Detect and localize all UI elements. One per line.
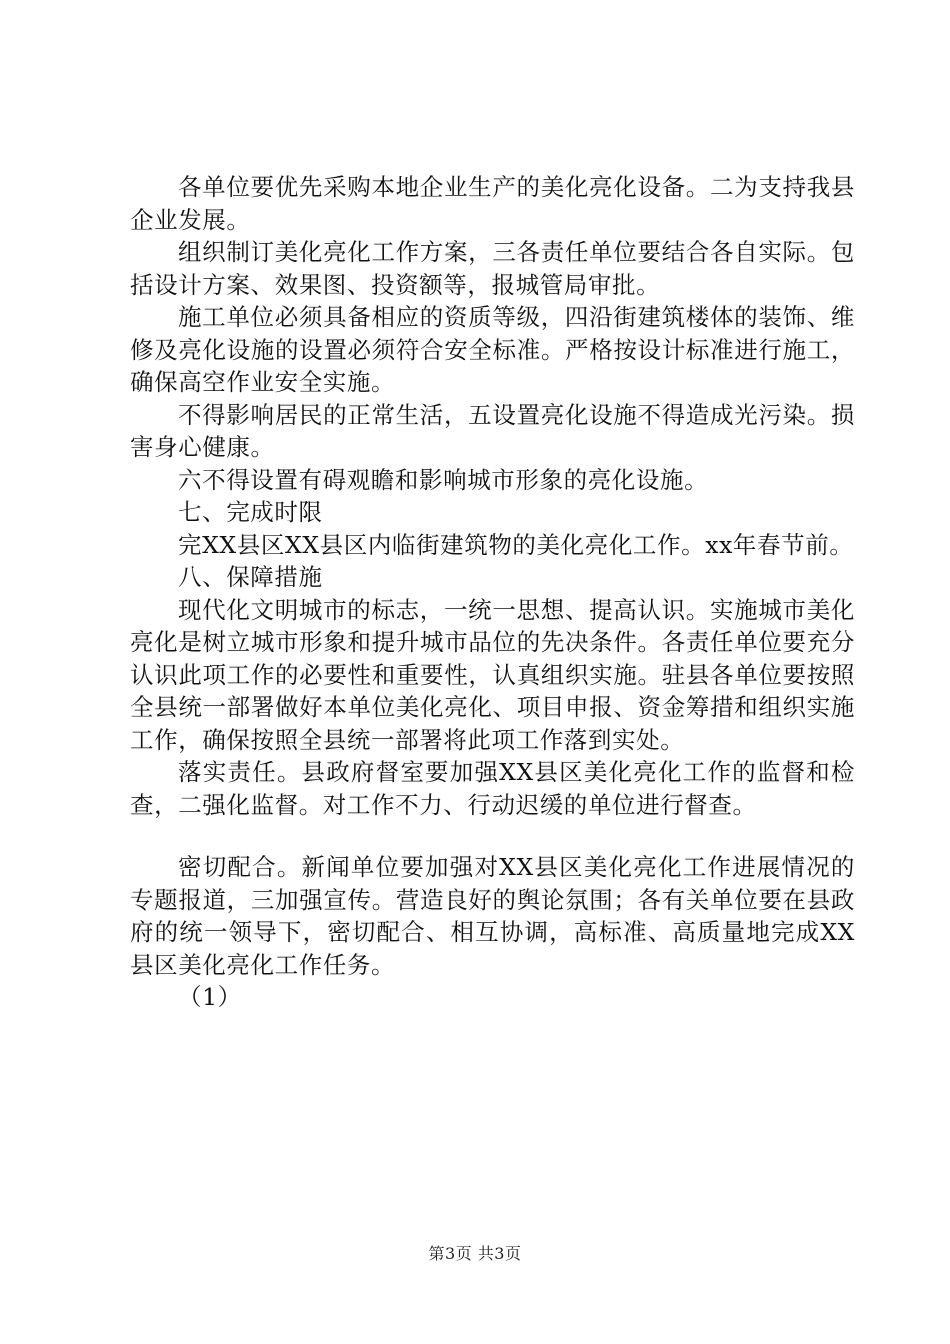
paragraph-number: （1）	[178, 983, 242, 1011]
paragraph: 密切配合。新闻单位要加强对XX县区美化亮化工作进展情况的专题报道，三加强宣传。营造良好的舆论氛围；各有关单位要在县政府的统一领导下，密切配合、相互协调，高标准、高质量地完成XX县区美化亮化工作任务。	[130, 853, 855, 979]
paragraph: 不得影响居民的正常生活，五设置亮化设施不得造成光污染。损害身心健康。	[130, 400, 855, 461]
paragraph: 现代化文明城市的标志，一统一思想、提高认识。实施城市美化亮化是树立城市形象和提升城市品位的先决条件。各责任单位要充分认识此项工作的必要性和重要性，认真组织实施。驻县各单位要按照全县统一部署做好本单位美化亮化、项目申报、资金筹措和组织实施工作，确保按照全县统一部署将此项工作落到实处。	[130, 595, 855, 754]
section-heading: 八、保障措施	[178, 563, 323, 591]
page-footer: 第3页 共3页	[428, 1244, 522, 1263]
paragraph: 六不得设置有碍观瞻和影响城市形象的亮化设施。	[178, 465, 709, 494]
paragraph: 完XX县区XX县区内临街建筑物的美化亮化工作。xx年春节前。	[178, 530, 854, 559]
paragraph: 落实责任。县政府督室要加强XX县区美化亮化工作的监督和检查，二强化监督。对工作不力、行动迟缓的单位进行督查。	[130, 758, 855, 819]
document-body	[130, 171, 855, 1014]
section-heading: 七、完成时限	[178, 498, 323, 526]
paragraph: 施工单位必须具备相应的资质等级，四沿街建筑楼体的装饰、维修及亮化设施的设置必须符合安全标准。严格按设计标准进行施工，确保高空作业安全实施。	[130, 303, 855, 396]
paragraph: 组织制订美化亮化工作方案，三各责任单位要结合各自实际。包括设计方案、效果图、投资额等，报城管局审批。	[130, 238, 855, 299]
paragraph: 各单位要优先采购本地企业生产的美化亮化设备。二为支持我县企业发展。	[130, 173, 855, 234]
